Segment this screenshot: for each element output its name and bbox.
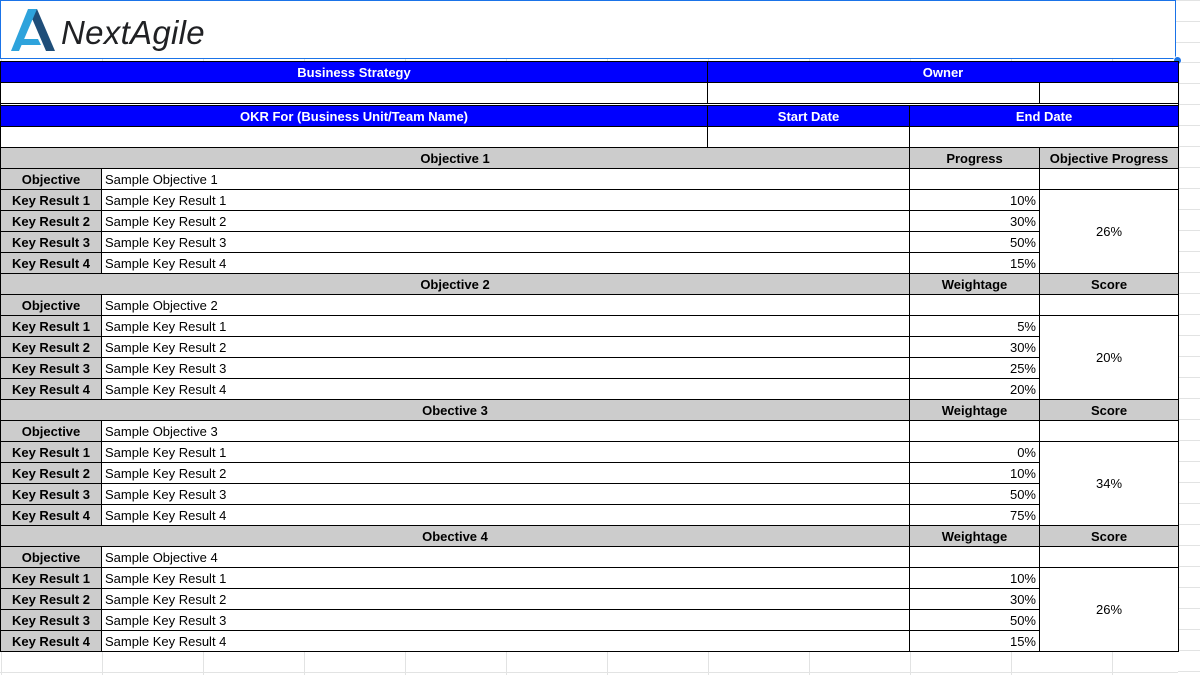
key-result-value-cell[interactable]: Sample Key Result 2	[102, 463, 910, 484]
objective-title: Objective 1	[1, 148, 910, 169]
key-result-metric-cell[interactable]: 20%	[910, 379, 1040, 400]
key-result-value-cell[interactable]: Sample Key Result 3	[102, 484, 910, 505]
key-result-value-cell[interactable]: Sample Key Result 1	[102, 190, 910, 211]
key-result-row	[1, 316, 1179, 337]
key-result-row	[1, 211, 1179, 232]
key-result-label: Key Result 1	[1, 190, 102, 211]
objective-score-value[interactable]: 20%	[1040, 316, 1179, 400]
objective-value-cell[interactable]: Sample Objective 3	[102, 421, 910, 442]
key-result-label: Key Result 3	[1, 232, 102, 253]
key-result-label: Key Result 3	[1, 484, 102, 505]
key-result-metric-cell[interactable]: 15%	[910, 631, 1040, 652]
objectives-section	[1, 148, 1179, 652]
objective-title: Obective 3	[1, 400, 910, 421]
okr-for-input-cell[interactable]	[1, 127, 708, 148]
key-result-value-cell[interactable]: Sample Key Result 1	[102, 442, 910, 463]
key-result-metric-cell[interactable]: 10%	[910, 568, 1040, 589]
key-result-label: Key Result 3	[1, 358, 102, 379]
key-result-row	[1, 589, 1179, 610]
business-strategy-input-cell[interactable]	[1, 83, 708, 104]
grid-right-strip	[1178, 59, 1200, 675]
key-result-label: Key Result 1	[1, 442, 102, 463]
key-result-metric-cell[interactable]: 5%	[910, 316, 1040, 337]
end-date-input-cell[interactable]	[910, 127, 1179, 148]
key-result-row	[1, 232, 1179, 253]
objective-metric-cell[interactable]	[910, 169, 1040, 190]
objective-row	[1, 421, 1179, 442]
business-strategy-header: Business Strategy	[1, 62, 708, 83]
key-result-label: Key Result 2	[1, 211, 102, 232]
key-result-metric-cell[interactable]: 15%	[910, 253, 1040, 274]
key-result-metric-cell[interactable]: 50%	[910, 232, 1040, 253]
header-row-okr	[1, 106, 1179, 127]
objective-title: Objective 2	[1, 274, 910, 295]
end-date-header: End Date	[910, 106, 1179, 127]
key-result-metric-cell[interactable]: 25%	[910, 358, 1040, 379]
objective-header-row	[1, 526, 1179, 547]
metric-header: Progress	[910, 148, 1040, 169]
key-result-row	[1, 358, 1179, 379]
key-result-metric-cell[interactable]: 10%	[910, 463, 1040, 484]
objective-header-row	[1, 400, 1179, 421]
metric-header: Weightage	[910, 526, 1040, 547]
key-result-value-cell[interactable]: Sample Key Result 3	[102, 232, 910, 253]
input-row-okr	[1, 127, 1179, 148]
key-result-value-cell[interactable]: Sample Key Result 1	[102, 568, 910, 589]
key-result-value-cell[interactable]: Sample Key Result 4	[102, 631, 910, 652]
key-result-metric-cell[interactable]: 75%	[910, 505, 1040, 526]
key-result-value-cell[interactable]: Sample Key Result 4	[102, 379, 910, 400]
key-result-row	[1, 568, 1179, 589]
header-row-strategy	[1, 62, 1179, 83]
objective-score-value[interactable]: 26%	[1040, 190, 1179, 274]
key-result-row	[1, 337, 1179, 358]
objective-metric-cell[interactable]	[910, 547, 1040, 568]
key-result-label: Key Result 1	[1, 568, 102, 589]
objective-score-cell[interactable]	[1040, 421, 1179, 442]
objective-value-cell[interactable]: Sample Objective 1	[102, 169, 910, 190]
key-result-label: Key Result 3	[1, 610, 102, 631]
key-result-label: Key Result 2	[1, 589, 102, 610]
input-row-strategy	[1, 83, 1179, 104]
key-result-row	[1, 379, 1179, 400]
owner-input-cell[interactable]	[708, 83, 1040, 104]
key-result-row	[1, 442, 1179, 463]
objective-header-row	[1, 148, 1179, 169]
key-result-metric-cell[interactable]: 50%	[910, 484, 1040, 505]
key-result-metric-cell[interactable]: 10%	[910, 190, 1040, 211]
logo-cell[interactable]	[0, 0, 1176, 59]
key-result-label: Key Result 4	[1, 253, 102, 274]
objective-row	[1, 295, 1179, 316]
key-result-value-cell[interactable]: Sample Key Result 2	[102, 211, 910, 232]
objective-score-cell[interactable]	[1040, 547, 1179, 568]
key-result-metric-cell[interactable]: 30%	[910, 211, 1040, 232]
objective-title: Obective 4	[1, 526, 910, 547]
metric-header: Weightage	[910, 400, 1040, 421]
key-result-metric-cell[interactable]: 50%	[910, 610, 1040, 631]
key-result-value-cell[interactable]: Sample Key Result 4	[102, 505, 910, 526]
key-result-value-cell[interactable]: Sample Key Result 3	[102, 358, 910, 379]
key-result-row	[1, 484, 1179, 505]
objective-label: Objective	[1, 421, 102, 442]
start-date-input-cell[interactable]	[708, 127, 910, 148]
key-result-row	[1, 253, 1179, 274]
key-result-row	[1, 505, 1179, 526]
key-result-value-cell[interactable]: Sample Key Result 4	[102, 253, 910, 274]
objective-metric-cell[interactable]	[910, 295, 1040, 316]
okr-for-header: OKR For (Business Unit/Team Name)	[1, 106, 708, 127]
key-result-row	[1, 610, 1179, 631]
owner-extra-cell[interactable]	[1040, 83, 1179, 104]
key-result-metric-cell[interactable]: 0%	[910, 442, 1040, 463]
score-header: Score	[1040, 400, 1179, 421]
key-result-value-cell[interactable]: Sample Key Result 2	[102, 337, 910, 358]
objective-metric-cell[interactable]	[910, 421, 1040, 442]
key-result-label: Key Result 4	[1, 379, 102, 400]
objective-row	[1, 169, 1179, 190]
score-header: Score	[1040, 274, 1179, 295]
objective-label: Objective	[1, 295, 102, 316]
key-result-label: Key Result 2	[1, 337, 102, 358]
key-result-value-cell[interactable]: Sample Key Result 1	[102, 316, 910, 337]
key-result-label: Key Result 2	[1, 463, 102, 484]
objective-score-value[interactable]: 34%	[1040, 442, 1179, 526]
key-result-row	[1, 631, 1179, 652]
nextagile-logo-icon	[11, 9, 55, 51]
objective-row	[1, 547, 1179, 568]
okr-table	[0, 61, 1179, 652]
key-result-label: Key Result 4	[1, 631, 102, 652]
score-header: Score	[1040, 526, 1179, 547]
objective-score-cell[interactable]	[1040, 295, 1179, 316]
start-date-header: Start Date	[708, 106, 910, 127]
key-result-metric-cell[interactable]: 30%	[910, 589, 1040, 610]
key-result-row	[1, 463, 1179, 484]
objective-label: Objective	[1, 169, 102, 190]
logo-wordmark: NextAgile	[61, 14, 205, 51]
key-result-label: Key Result 4	[1, 505, 102, 526]
objective-score-value[interactable]: 26%	[1040, 568, 1179, 652]
key-result-value-cell[interactable]: Sample Key Result 3	[102, 610, 910, 631]
objective-label: Objective	[1, 547, 102, 568]
key-result-metric-cell[interactable]: 30%	[910, 337, 1040, 358]
owner-header: Owner	[708, 62, 1179, 83]
objective-score-cell[interactable]	[1040, 169, 1179, 190]
key-result-value-cell[interactable]: Sample Key Result 2	[102, 589, 910, 610]
objective-value-cell[interactable]: Sample Objective 2	[102, 295, 910, 316]
score-header: Objective Progress	[1040, 148, 1179, 169]
objective-header-row	[1, 274, 1179, 295]
key-result-row	[1, 190, 1179, 211]
metric-header: Weightage	[910, 274, 1040, 295]
key-result-label: Key Result 1	[1, 316, 102, 337]
objective-value-cell[interactable]: Sample Objective 4	[102, 547, 910, 568]
